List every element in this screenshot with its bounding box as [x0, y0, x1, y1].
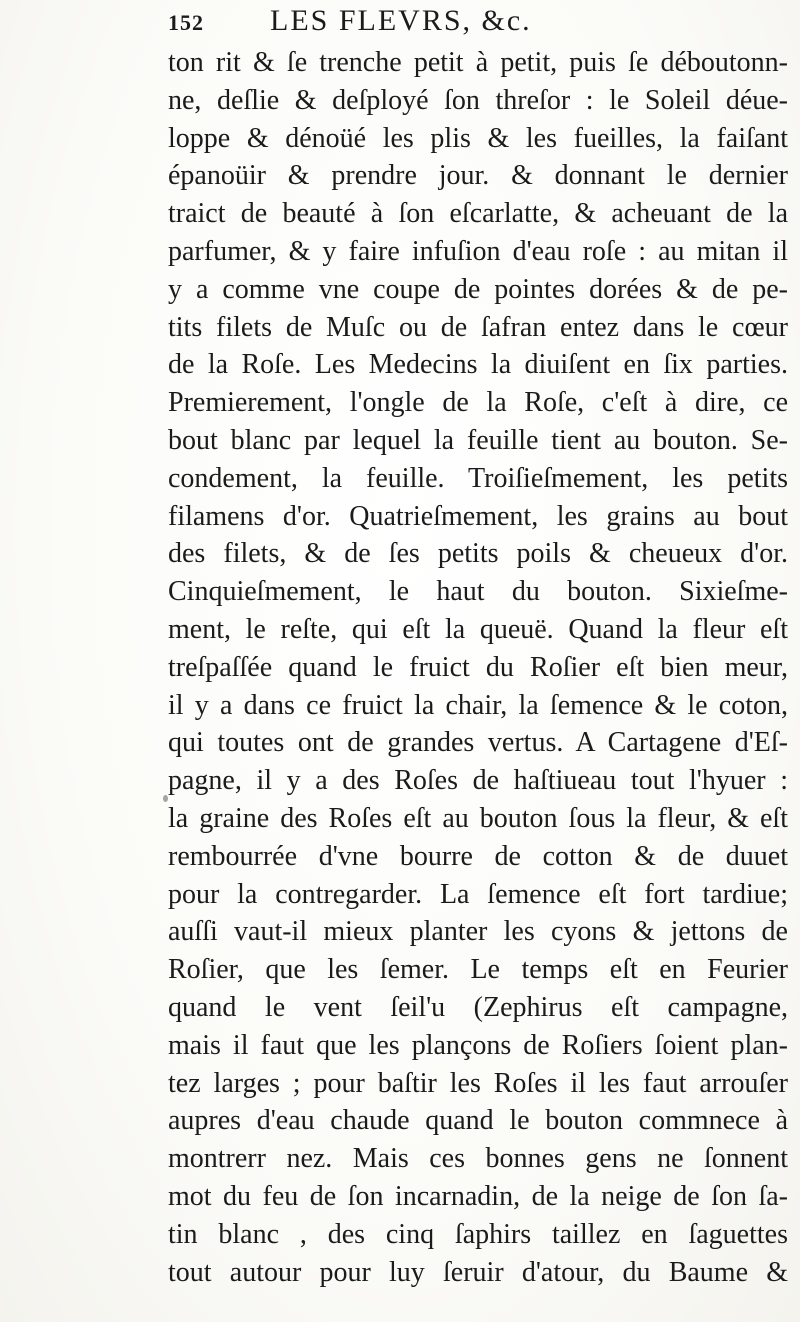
text-line: pagne, il y a des Roſes de haſtiueau tout l'hyuer : [168, 765, 788, 797]
text-line: treſpaſſée quand le fruict du Roſier eſt bien meur, [168, 651, 788, 683]
text-line: pour la contregarder. La ſemence eſt fort tardiue; [168, 878, 788, 910]
text-line: loppe & dénoüé les plis & les fueilles, la faiſant [168, 122, 788, 154]
text-line: ne, deſlie & deſployé ſon threſor : le Soleil déue- [168, 84, 788, 116]
text-line: il y a dans ce fruict la chair, la ſemence & le coton, [168, 689, 788, 721]
text-line: Roſier, que les ſemer. Le temps eſt en Feurier [168, 954, 788, 986]
text-line: aupres d'eau chaude quand le bouton commnece à [168, 1105, 788, 1137]
text-line: filamens d'or. Quatrieſmement, les grains au bout [168, 500, 788, 532]
body-text [168, 44, 788, 1291]
text-line: traict de beauté à ſon eſcarlatte, & acheuant de la [168, 198, 788, 230]
text-line: montrerr nez. Mais ces bonnes gens ne ſonnent [168, 1143, 788, 1175]
text-line: quand le vent ſeil'u (Zephirus eſt campagne, [168, 991, 788, 1023]
text-line: tout autour pour luy ſeruir d'atour, du Baume & [168, 1256, 788, 1288]
text-line: la graine des Roſes eſt au bouton ſous la fleur, & eſt [168, 802, 788, 834]
text-line: ment, le reſte, qui eſt la queuë. Quand la fleur eſt [168, 613, 788, 645]
text-line: auſſi vaut-il mieux planter les cyons & jettons de [168, 916, 788, 948]
ink-speck [163, 795, 168, 802]
text-line: rembourrée d'vne bourre de cotton & de duuet [168, 840, 788, 872]
text-line: tits filets de Muſc ou de ſafran entez dans le cœur [168, 311, 788, 343]
text-line: y a comme vne coupe de pointes dorées & de pe- [168, 273, 788, 305]
text-line: tin blanc , des cinq ſaphirs taillez en ſaguettes [168, 1218, 788, 1250]
text-line: mais il faut que les plançons de Roſiers ſoient plan- [168, 1029, 788, 1061]
text-line: bout blanc par lequel la feuille tient au bouton. Se- [168, 424, 788, 456]
text-line: qui toutes ont de grandes vertus. A Cartagene d'Eſ- [168, 727, 788, 759]
text-line: des filets, & de ſes petits poils & cheueux d'or. [168, 538, 788, 570]
text-line: condement, la feuille. Troiſieſmement, les petits [168, 462, 788, 494]
text-line: Cinquieſmement, le haut du bouton. Sixieſme- [168, 576, 788, 608]
text-line: ton rit & ſe trenche petit à petit, puis ſe déboutonn- [168, 47, 788, 78]
page-number: 152 [168, 10, 204, 35]
text-line: Premierement, l'ongle de la Roſe, c'eſt à dire, ce [168, 387, 788, 419]
text-line: épanoüir & prendre jour. & donnant le dernier [168, 160, 788, 192]
running-head: LES FLEVRS, &c. [270, 4, 532, 37]
text-line: mot du feu de ſon incarnadin, de la neige de ſon ſa- [168, 1180, 788, 1212]
text-line: parfumer, & y faire infuſion d'eau roſe : au mitan il [168, 235, 788, 267]
page-header [168, 4, 768, 44]
text-line: de la Roſe. Les Medecins la diuiſent en ſix parties. [168, 349, 788, 381]
text-line: tez larges ; pour baſtir les Roſes il les faut arrouſer [168, 1067, 788, 1099]
